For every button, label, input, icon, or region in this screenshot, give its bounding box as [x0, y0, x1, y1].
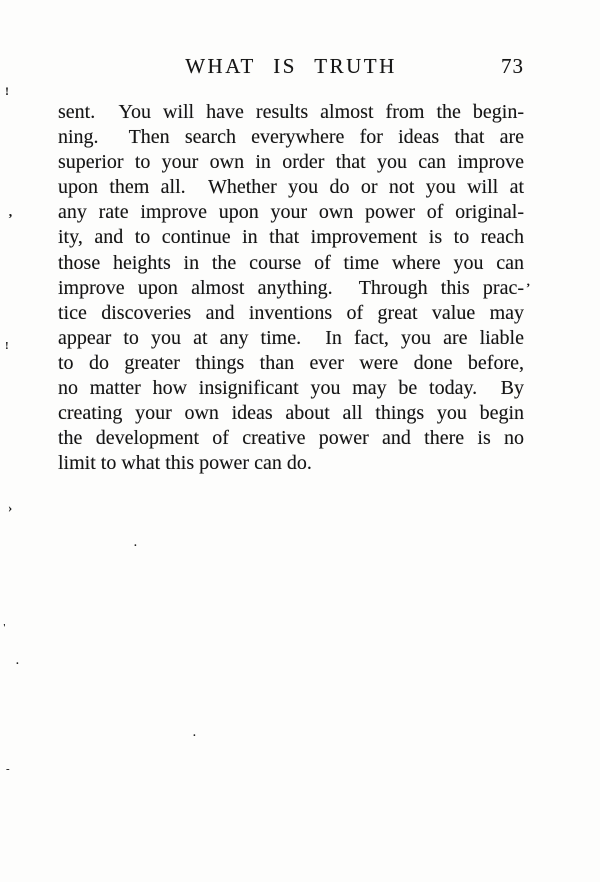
text-line: tice discoveries and inventions of great value may [58, 301, 524, 324]
text-line: improve upon almost anything. Through this prac- [58, 276, 524, 299]
scan-speck: . [134, 537, 137, 549]
text-line: appear to you at any time. In fact, you are liable [58, 326, 524, 349]
text-line: creating your own ideas about all things you begin [58, 402, 524, 425]
text-line: ity, and to continue in that improvement is to reach [58, 226, 524, 249]
scan-speck: ’ [526, 280, 531, 295]
running-header [58, 54, 524, 78]
text-line: upon them all. Whether you do or not you will at [58, 176, 524, 199]
page-number: 73 [501, 54, 524, 78]
scan-speck: . [193, 727, 196, 739]
text-line: superior to your own in order that you can improve [58, 151, 524, 174]
text-line: no matter how insignificant you may be today. By [58, 377, 524, 400]
text-line: to do greater things than ever were done before, [58, 351, 524, 374]
text-line: ning. Then search everywhere for ideas that are [58, 126, 524, 149]
scan-speck: ! [5, 340, 9, 352]
text-line: the development of creative power and there is no [58, 427, 524, 450]
text-line: those heights in the course of time where you can [58, 251, 524, 274]
scan-speck: ’ [8, 212, 13, 227]
page-title: WHAT IS TRUTH [185, 54, 397, 78]
scan-speck: ! [5, 84, 9, 98]
scan-speck: › [8, 500, 13, 515]
text-line: sent. You will have results almost from the begin- [58, 101, 524, 123]
text-line: limit to what this power can do. [58, 452, 312, 475]
scan-speck: ' [3, 623, 6, 634]
scan-speck: - [6, 763, 10, 775]
scan-speck: . [16, 655, 19, 667]
text-line: any rate improve upon your own power of original- [58, 201, 524, 224]
paragraph [58, 100, 524, 476]
